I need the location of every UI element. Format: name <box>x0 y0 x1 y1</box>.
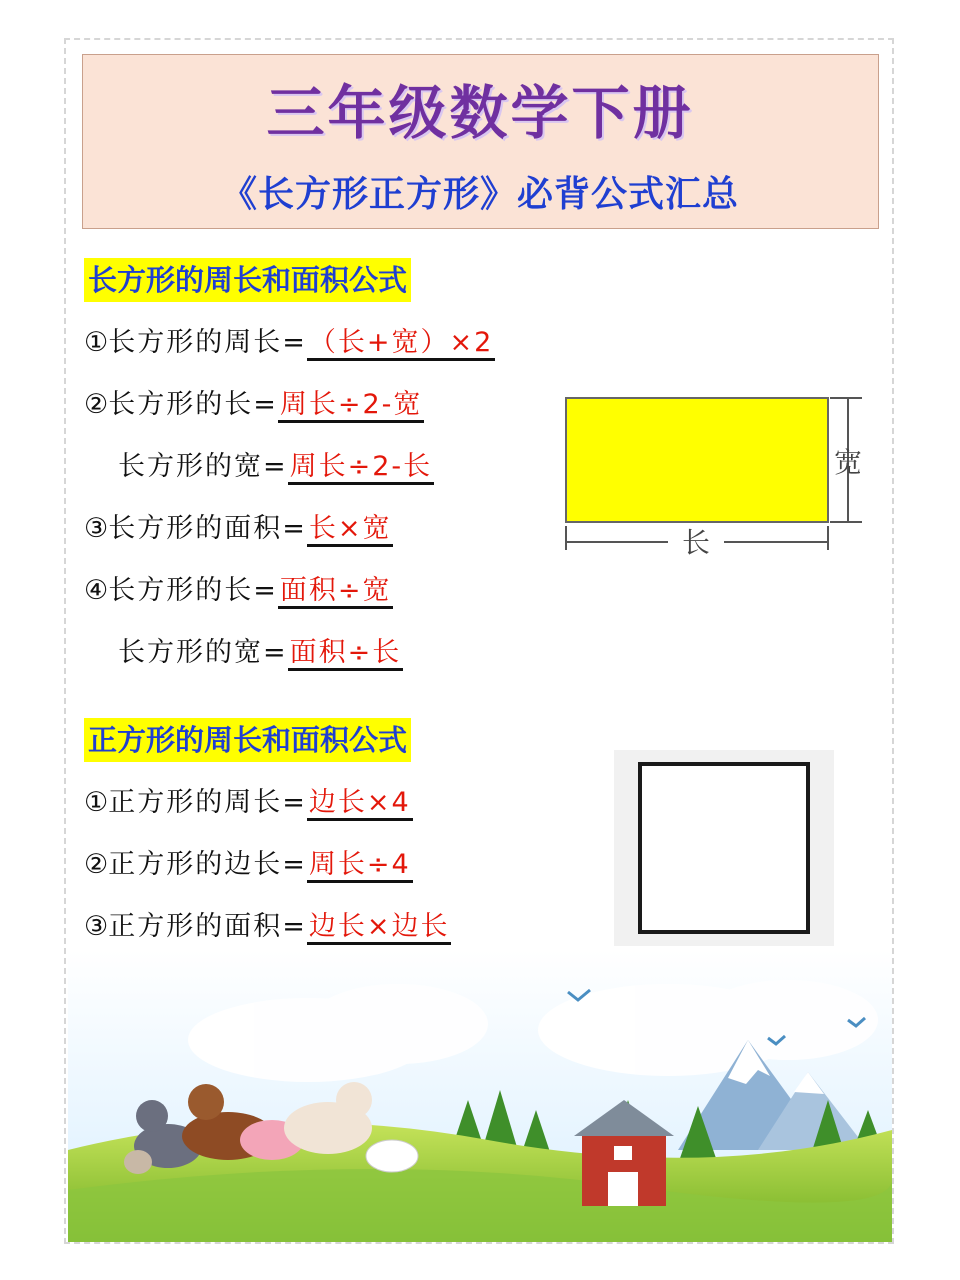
formula-answer: 边长×边长 <box>307 911 452 945</box>
formula-text: 长方形的长= <box>108 575 278 606</box>
formula-number: ④ <box>84 575 109 606</box>
formula-answer: 面积÷长 <box>288 637 404 671</box>
formula-answer: 周长÷2-宽 <box>278 389 425 423</box>
formula-text: 长方形的宽= <box>118 637 288 668</box>
formula-number: ③ <box>84 911 109 942</box>
formula-rect-area <box>84 508 393 550</box>
formula-answer: 周长÷2-长 <box>288 451 435 485</box>
formula-answer: 周长÷4 <box>307 849 413 883</box>
formula-answer: （长+宽）×2 <box>307 327 495 361</box>
formula-answer: 长×宽 <box>307 513 394 547</box>
length-label: 长 <box>681 526 711 559</box>
farm-scene-icon <box>68 950 892 1242</box>
square-shape <box>638 762 810 934</box>
square-diagram <box>614 750 834 946</box>
width-label: 宽 <box>833 446 863 479</box>
formula-rect-length-from-area <box>84 570 393 612</box>
rectangle-section-heading: 长方形的周长和面积公式 <box>84 258 411 302</box>
formula-number: ③ <box>84 513 109 544</box>
square-section-heading: 正方形的周长和面积公式 <box>84 718 411 762</box>
formula-rect-width-from-area <box>118 632 403 674</box>
formula-rect-perimeter <box>84 322 495 364</box>
formula-text: 长方形的面积= <box>108 513 307 544</box>
rectangle-diagram <box>556 386 876 562</box>
formula-text: 正方形的边长= <box>108 849 307 880</box>
rectangle-shape <box>566 398 828 522</box>
formula-square-side-from-perimeter <box>84 844 413 886</box>
formula-text: 正方形的面积= <box>108 911 307 942</box>
formula-text: 长方形的周长= <box>108 327 307 358</box>
formula-answer: 边长×4 <box>307 787 413 821</box>
formula-number: ② <box>84 849 109 880</box>
formula-answer: 面积÷宽 <box>278 575 394 609</box>
formula-number: ① <box>84 327 109 358</box>
formula-text: 长方形的宽= <box>118 451 288 482</box>
formula-number: ① <box>84 787 109 818</box>
formula-rect-width-from-perimeter <box>118 446 434 488</box>
page-subtitle: 《长方形正方形》必背公式汇总 <box>220 174 739 215</box>
formula-text: 正方形的周长= <box>108 787 307 818</box>
formula-rect-length-from-perimeter <box>84 384 424 426</box>
page-title: 三年级数学下册 <box>266 79 694 147</box>
formula-text: 长方形的长= <box>108 389 278 420</box>
formula-square-perimeter <box>84 782 413 824</box>
formula-number: ② <box>84 389 109 420</box>
formula-square-area <box>84 906 451 948</box>
